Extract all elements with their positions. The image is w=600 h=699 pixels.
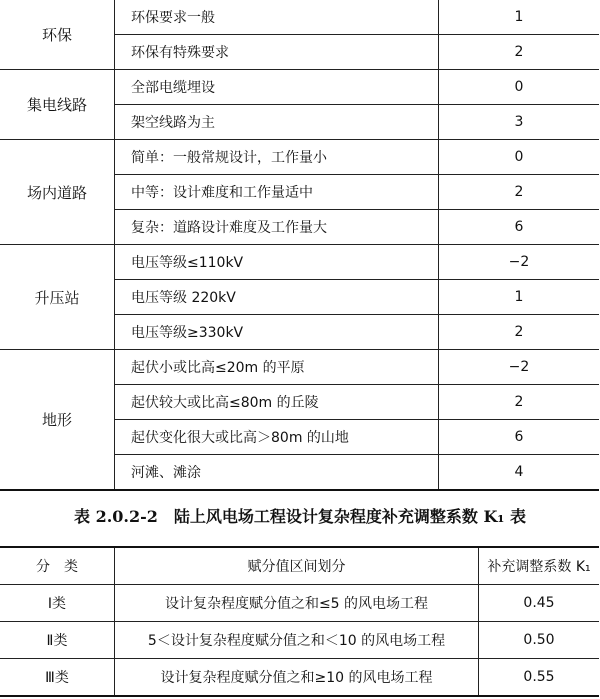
description-cell: 简单：一般常规设计，工作量小 — [115, 140, 439, 175]
score-cell: −2 — [439, 350, 600, 385]
category-cell: 升压站 — [0, 245, 115, 350]
table-row — [0, 585, 599, 622]
score-cell: 4 — [439, 455, 600, 491]
header-class: 分 类 — [0, 547, 115, 585]
description-cell: 河滩、滩涂 — [115, 455, 439, 491]
score-cell: 2 — [439, 385, 600, 420]
score-cell: −2 — [439, 245, 600, 280]
category-cell: 场内道路 — [0, 140, 115, 245]
table-title: 表 2.0.2-2 陆上风电场工程设计复杂程度补充调整系数 K₁ 表 — [74, 507, 526, 526]
score-cell: 1 — [439, 0, 600, 35]
description-cell: 中等：设计难度和工作量适中 — [115, 175, 439, 210]
description-cell: 起伏变化很大或比高＞80m 的山地 — [115, 420, 439, 455]
score-cell: 2 — [439, 35, 600, 70]
category-cell: 集电线路 — [0, 70, 115, 140]
description-cell: 起伏小或比高≤20m 的平原 — [115, 350, 439, 385]
header-range: 赋分值区间划分 — [115, 547, 479, 585]
coefficient-cell: 0.50 — [479, 622, 600, 659]
description-cell: 电压等级≥330kV — [115, 315, 439, 350]
class-cell: Ⅱ类 — [0, 622, 115, 659]
category-cell: 地形 — [0, 350, 115, 491]
range-cell: 5＜设计复杂程度赋分值之和＜10 的风电场工程 — [115, 622, 479, 659]
table-row — [0, 659, 599, 697]
score-cell: 2 — [439, 175, 600, 210]
description-cell: 电压等级≤110kV — [115, 245, 439, 280]
range-cell: 设计复杂程度赋分值之和≤5 的风电场工程 — [115, 585, 479, 622]
description-cell: 环保有特殊要求 — [115, 35, 439, 70]
description-cell: 架空线路为主 — [115, 105, 439, 140]
score-cell: 6 — [439, 210, 600, 245]
score-cell: 1 — [439, 280, 600, 315]
description-cell: 环保要求一般 — [115, 0, 439, 35]
table-row — [0, 622, 599, 659]
table-row — [0, 350, 599, 385]
table-row — [0, 70, 599, 105]
table-header-row — [0, 547, 599, 585]
description-cell: 起伏较大或比高≤80m 的丘陵 — [115, 385, 439, 420]
coefficient-cell: 0.45 — [479, 585, 600, 622]
table-row — [0, 0, 599, 35]
table-row — [0, 140, 599, 175]
class-cell: Ⅰ类 — [0, 585, 115, 622]
range-cell: 设计复杂程度赋分值之和≥10 的风电场工程 — [115, 659, 479, 697]
table-row — [0, 245, 599, 280]
adjustment-coefficient-table — [0, 546, 599, 697]
score-cell: 0 — [439, 70, 600, 105]
header-coefficient: 补充调整系数 K₁ — [479, 547, 600, 585]
score-cell: 0 — [439, 140, 600, 175]
score-cell: 3 — [439, 105, 600, 140]
score-cell: 6 — [439, 420, 600, 455]
description-cell: 电压等级 220kV — [115, 280, 439, 315]
score-cell: 2 — [439, 315, 600, 350]
coefficient-cell: 0.55 — [479, 659, 600, 697]
description-cell: 复杂：道路设计难度及工作量大 — [115, 210, 439, 245]
description-cell: 全部电缆埋设 — [115, 70, 439, 105]
class-cell: Ⅲ类 — [0, 659, 115, 697]
category-cell: 环保 — [0, 0, 115, 70]
